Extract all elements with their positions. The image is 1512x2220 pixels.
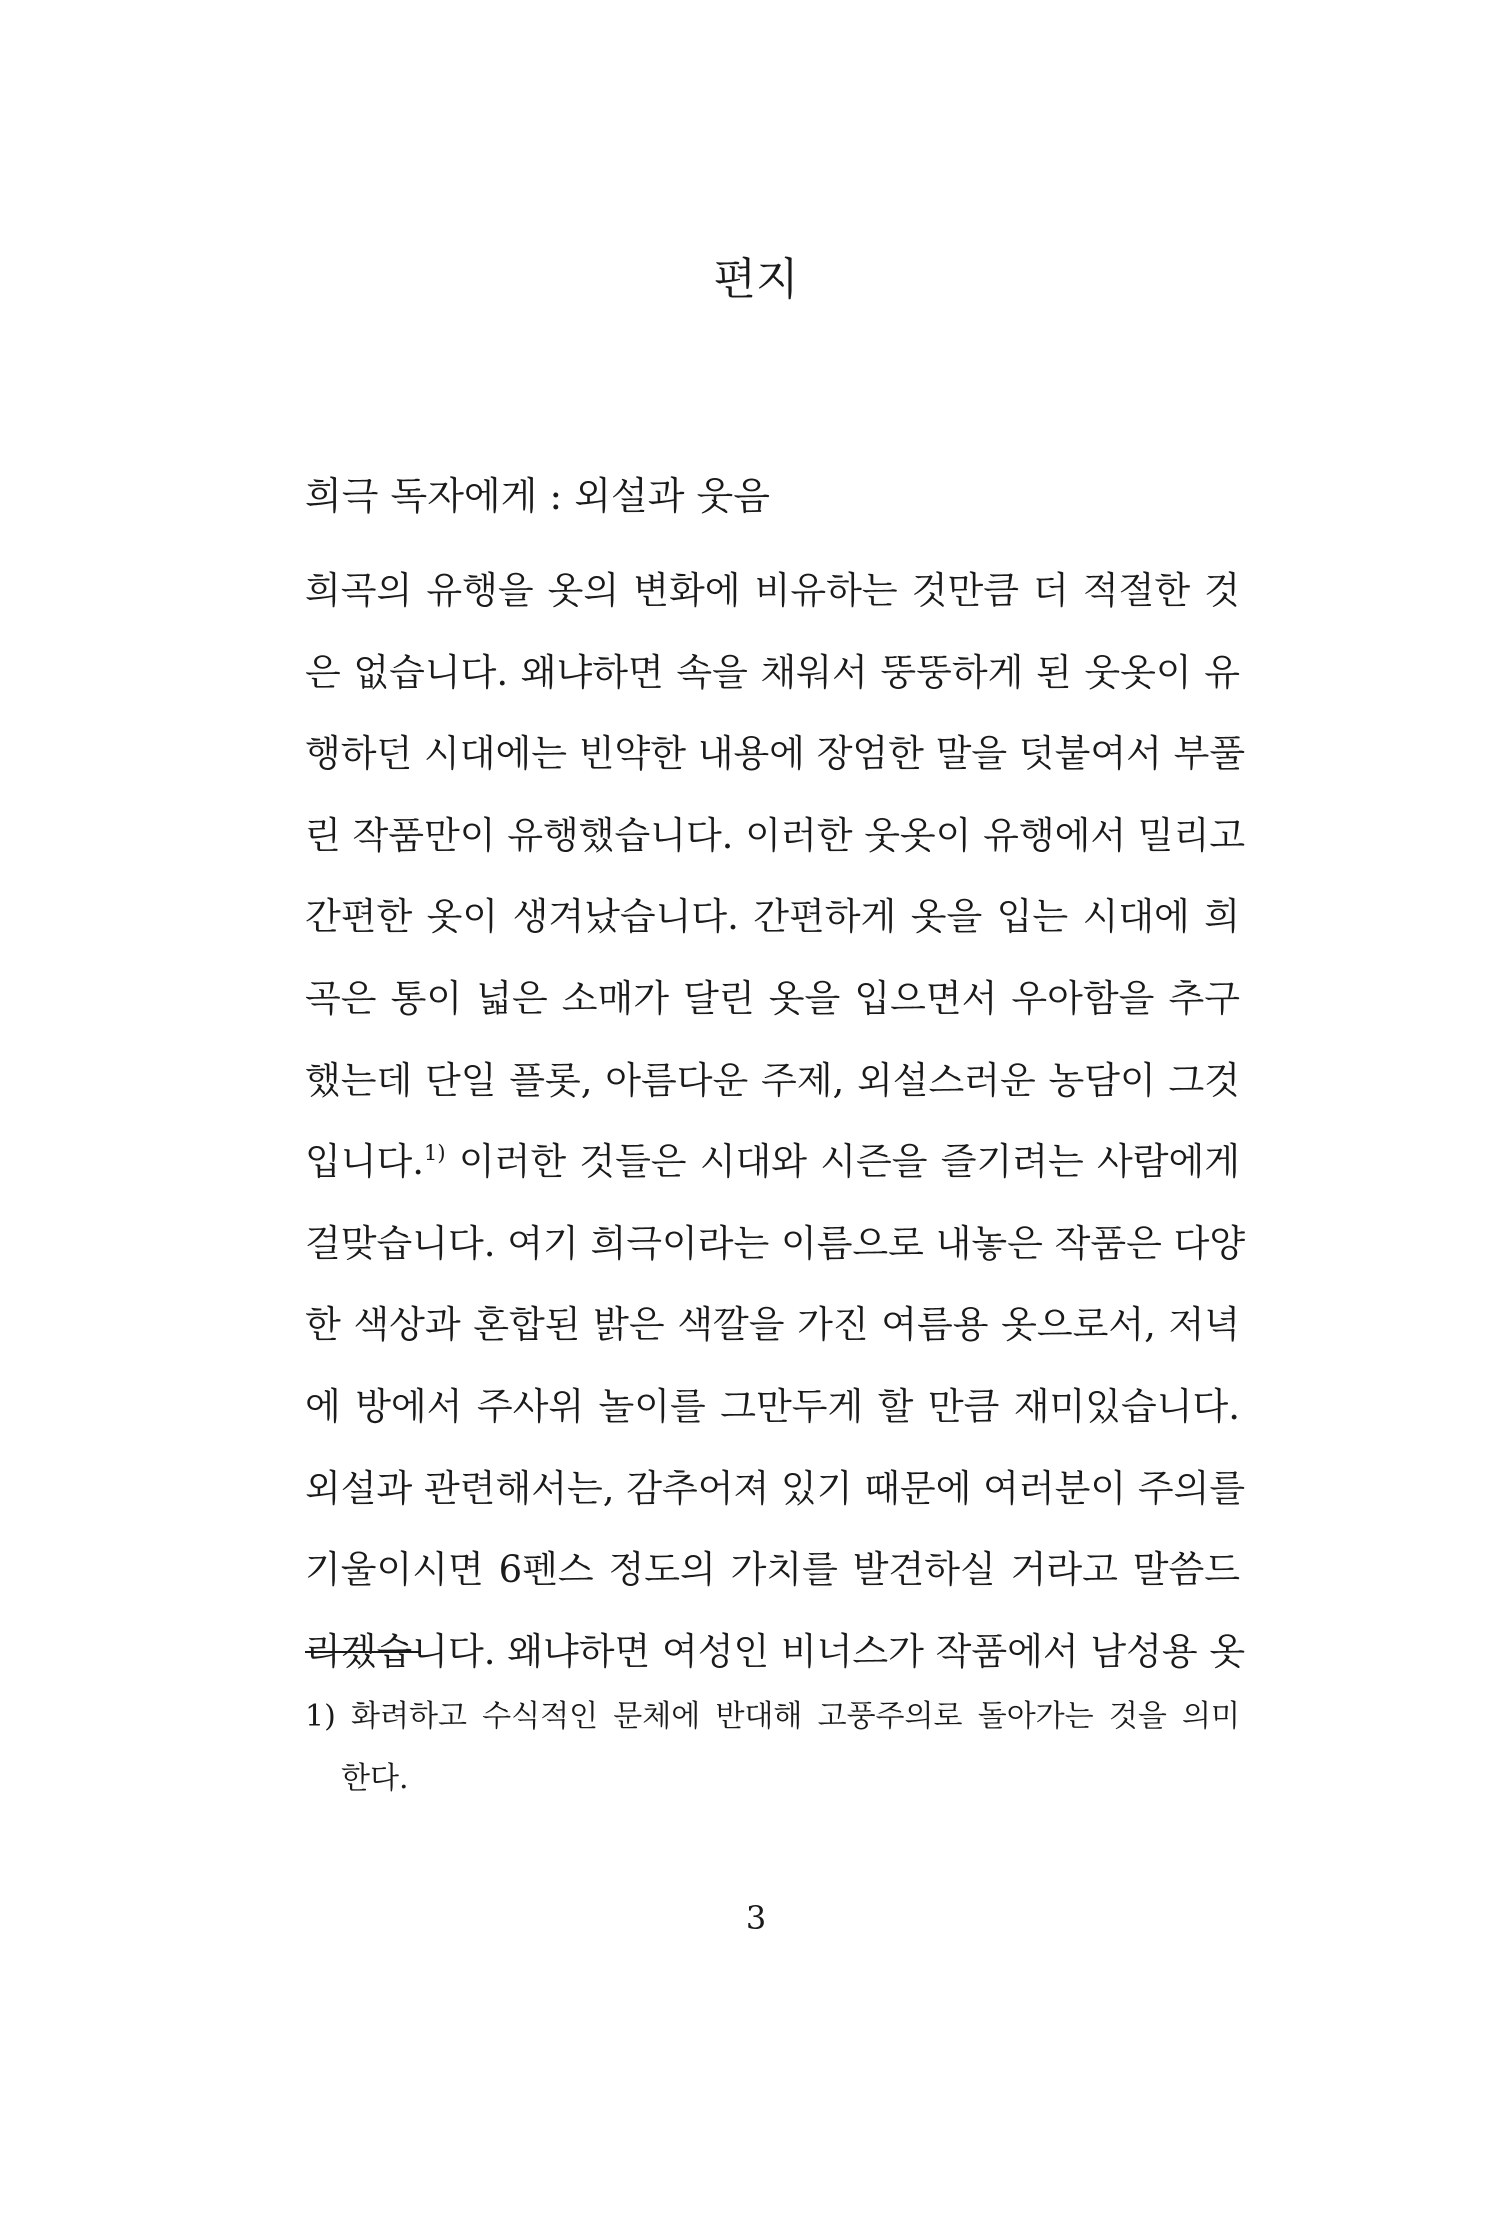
body-text-segment: 이러한 것들은 시대와 시즌을 즐기려는 사람에게	[445, 1140, 1240, 1184]
body-line-with-footnote-ref	[305, 1121, 1240, 1203]
body-line: 린 작품만이 유행했습니다. 이러한 웃옷이 유행에서 밀리고	[305, 813, 1246, 857]
body-line: 했는데 단일 플롯, 아름다운 주제, 외설스러운 농담이 그것	[305, 1058, 1240, 1102]
body-line: 기울이시면 6펜스 정도의 가치를 발견하실 거라고 말씀드	[305, 1548, 1240, 1592]
footnote	[305, 1686, 1240, 1810]
body-line: 간편한 옷이 생겨났습니다. 간편하게 옷을 입는 시대에 희	[305, 895, 1240, 939]
footnote-line: 한다.	[341, 1761, 409, 1796]
body-text-segment: 입니다.	[305, 1140, 424, 1184]
body-line: 한 색상과 혼합된 밝은 색깔을 가진 여름용 옷으로서, 저녁	[305, 1303, 1240, 1347]
body-line: 에 방에서 주사위 놀이를 그만두게 할 만큼 재미있습니다.	[305, 1384, 1240, 1428]
page-number: 3	[745, 1899, 767, 1937]
body-line: 은 없습니다. 왜냐하면 속을 채워서 뚱뚱하게 된 웃옷이 유	[305, 650, 1240, 694]
footnote-separator	[305, 1651, 421, 1653]
body-line: 리겠습니다. 왜냐하면 여성인 비너스가 작품에서 남성용 옷	[305, 1629, 1246, 1673]
body-line: 희곡의 유행을 옷의 변화에 비유하는 것만큼 더 적절한 것	[305, 569, 1240, 612]
section-heading: 희극 독자에게 : 외설과 웃음	[305, 474, 770, 518]
body-line: 걸맞습니다. 여기 희극이라는 이름으로 내놓은 작품은 다양	[305, 1221, 1246, 1265]
page-title: 편지	[713, 254, 799, 305]
footnote-reference: 1)	[424, 1141, 446, 1166]
body-line: 곡은 통이 넓은 소매가 달린 옷을 입으면서 우아함을 추구	[305, 976, 1240, 1020]
footnote-line: 1) 화려하고 수식적인 문체에 반대해 고풍주의로 돌아가는 것을 의미	[305, 1699, 1240, 1734]
body-line: 외설과 관련해서는, 감추어져 있기 때문에 여러분이 주의를	[305, 1466, 1246, 1510]
body-line: 행하던 시대에는 빈약한 내용에 장엄한 말을 덧붙여서 부풀	[305, 732, 1246, 776]
body-text	[305, 550, 1246, 1692]
